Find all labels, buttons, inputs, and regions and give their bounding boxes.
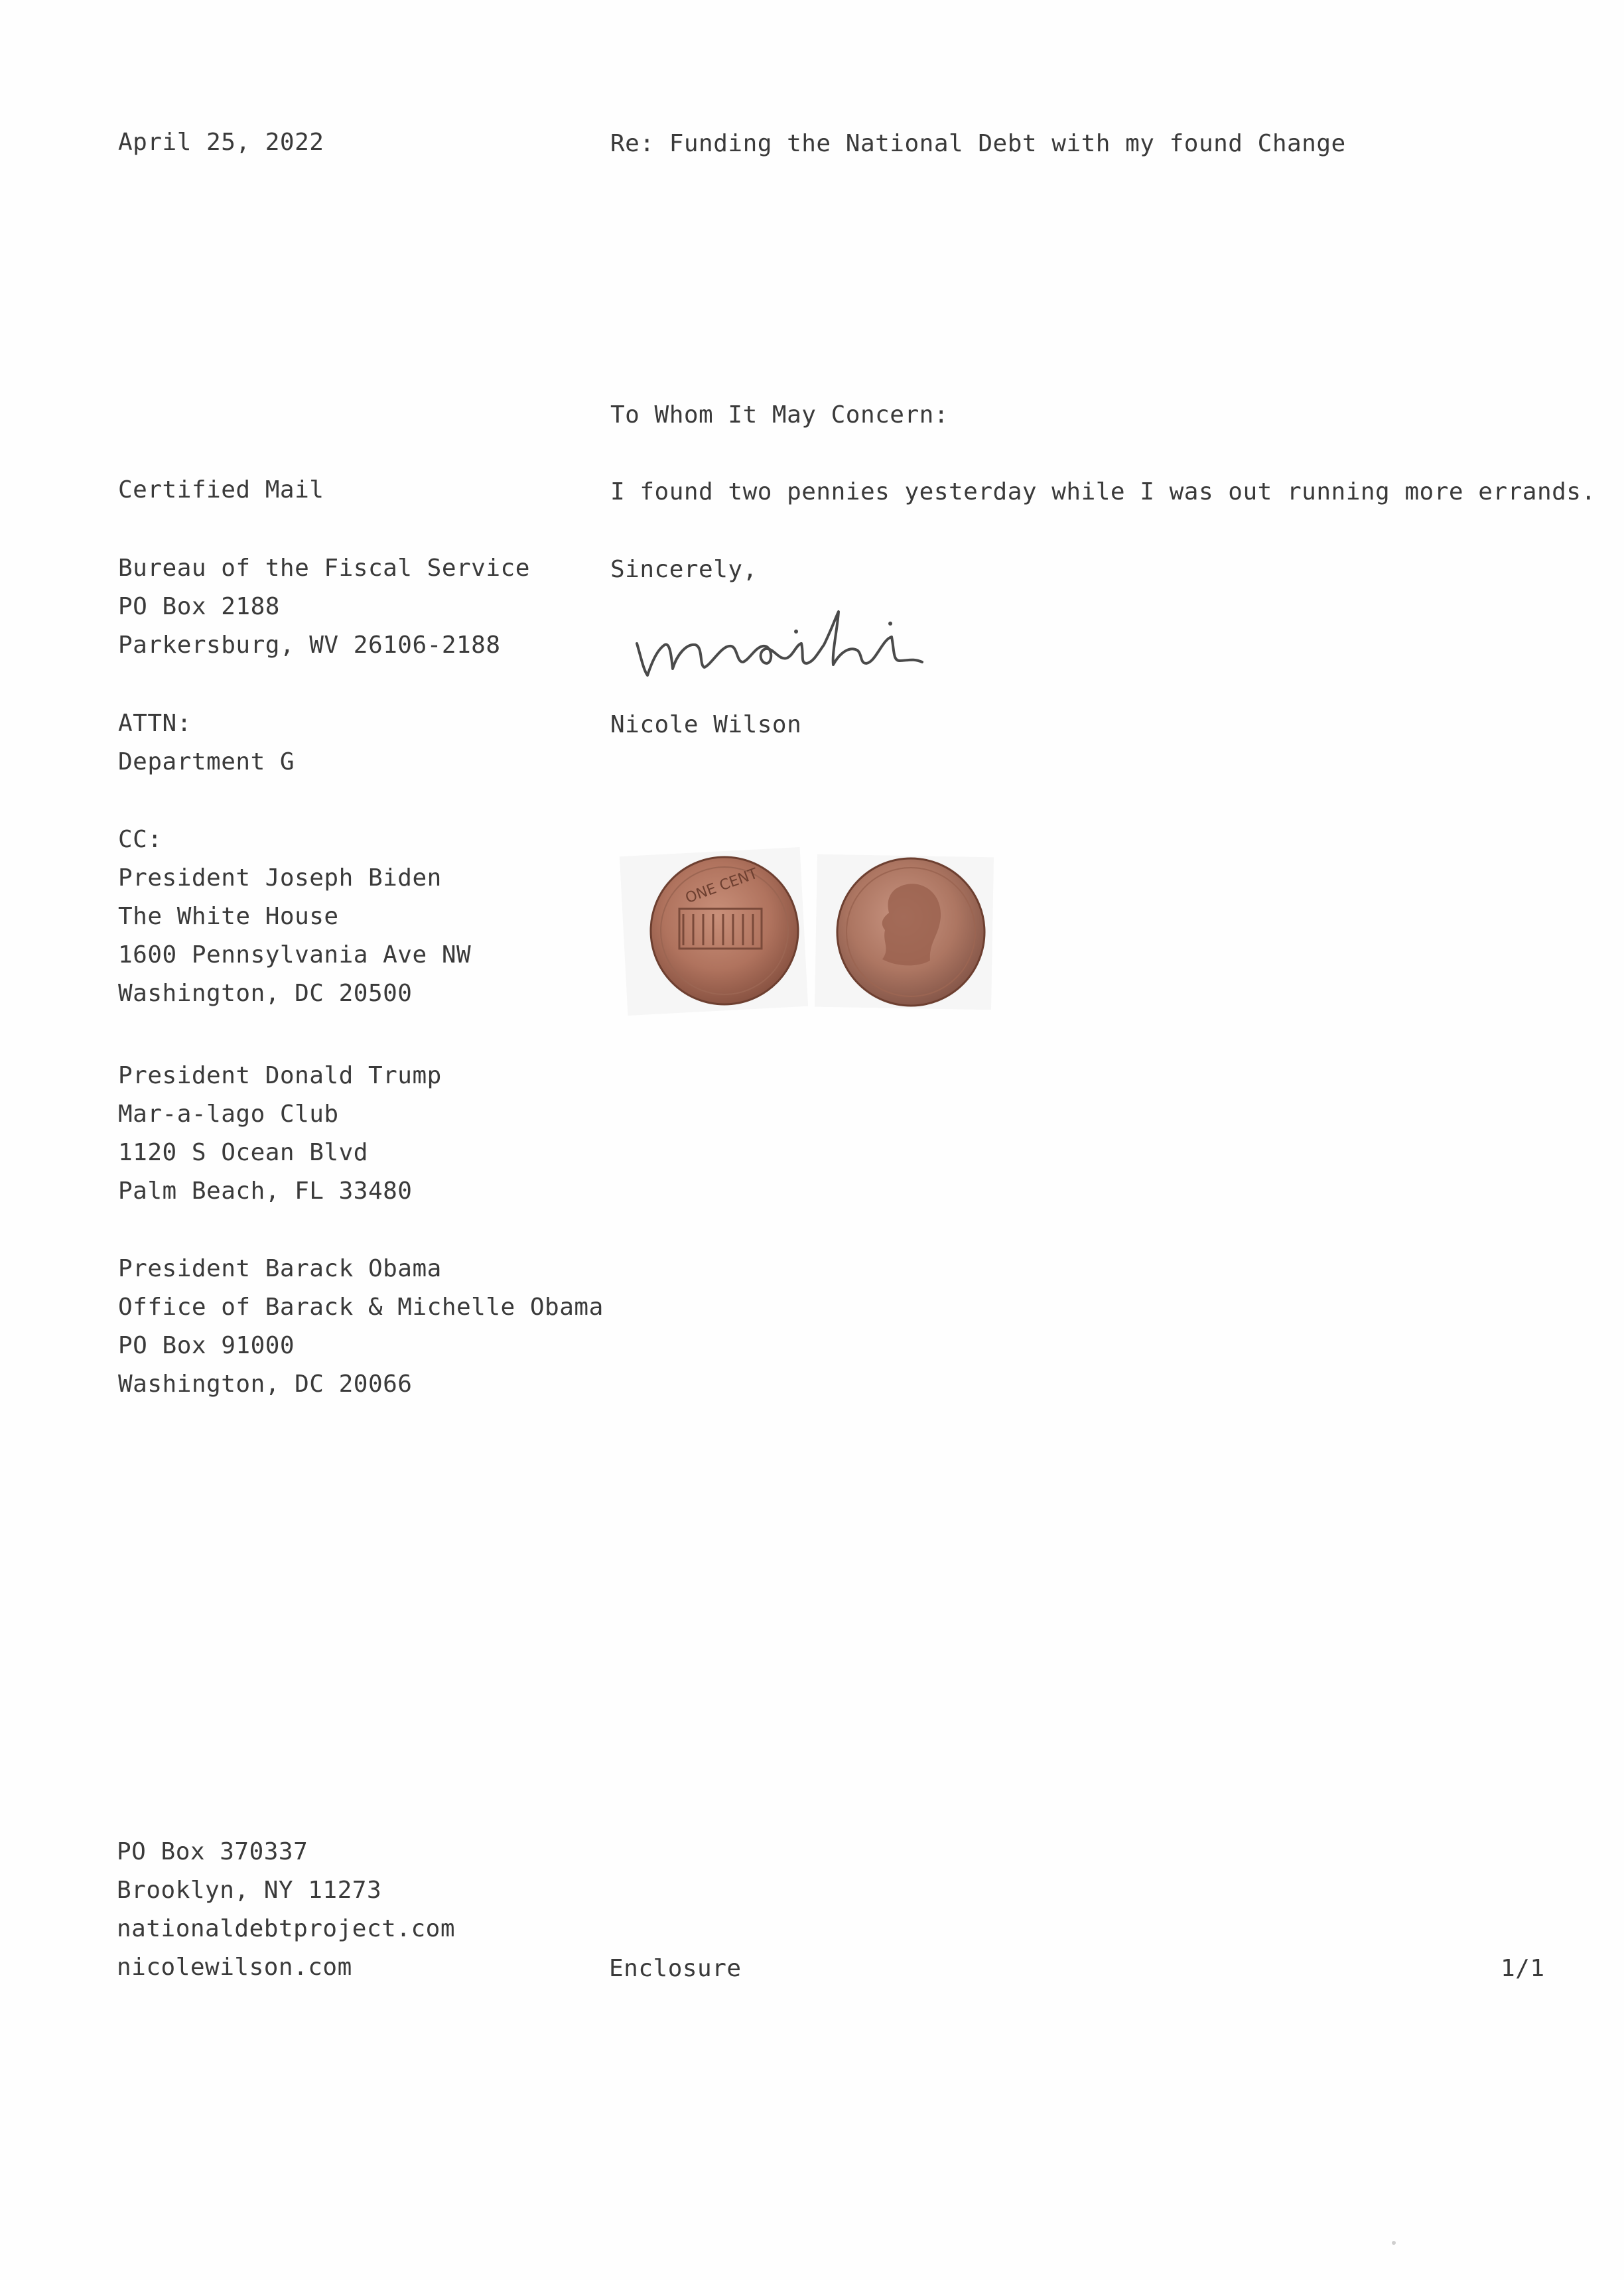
sender-address	[117, 1833, 455, 1987]
cc-biden-street: 1600 Pennsylvania Ave NW	[118, 941, 472, 969]
page-number: 1/1	[1501, 1955, 1545, 1982]
cc-obama-name: President Barack Obama	[118, 1255, 442, 1282]
salutation: To Whom It May Concern:	[610, 401, 949, 429]
cc-obama-org: Office of Barack & Michelle Obama	[118, 1294, 604, 1321]
cc-obama-po-box: PO Box 91000	[118, 1332, 295, 1359]
cc-obama-city: Washington, DC 20066	[118, 1371, 413, 1398]
enclosure-label: Enclosure	[609, 1955, 742, 1982]
sender-website-personal: nicolewilson.com	[117, 1954, 352, 1981]
signature-image	[630, 597, 935, 683]
mail-type: Certified Mail	[118, 476, 324, 503]
scan-speck	[1392, 2241, 1396, 2245]
attention-block	[118, 704, 295, 781]
signer-name: Nicole Wilson	[610, 711, 802, 738]
letter-subject: Re: Funding the National Debt with my found Change	[610, 130, 1346, 157]
cc-trump-city: Palm Beach, FL 33480	[118, 1177, 413, 1205]
cc-label: CC:	[118, 826, 163, 853]
sender-city: Brooklyn, NY 11273	[117, 1877, 382, 1904]
cc-trump-block	[118, 1057, 442, 1211]
sender-po-box: PO Box 370337	[117, 1838, 308, 1865]
cc-obama-block	[118, 1250, 604, 1404]
cc-biden-city: Washington, DC 20500	[118, 980, 413, 1007]
letter-body: I found two pennies yesterday while I was out running more errands.	[610, 478, 1596, 505]
penny-reverse	[651, 857, 798, 1004]
attn-label: ATTN:	[118, 710, 192, 737]
cc-trump-name: President Donald Trump	[118, 1062, 442, 1089]
letter-date: April 25, 2022	[118, 129, 324, 156]
recipient-address	[118, 549, 530, 665]
cc-biden-name: President Joseph Biden	[118, 864, 442, 892]
attn-department: Department G	[118, 748, 295, 775]
recipient-po-box: PO Box 2188	[118, 593, 280, 620]
recipient-city: Parkersburg, WV 26106-2188	[118, 632, 501, 659]
penny-obverse	[837, 858, 984, 1006]
svg-text:ONE CENT: ONE CENT	[683, 865, 760, 907]
sender-website-project: nationaldebtproject.com	[117, 1915, 455, 1942]
cc-trump-org: Mar-a-lago Club	[118, 1101, 339, 1128]
cc-trump-street: 1120 S Ocean Blvd	[118, 1139, 368, 1166]
cc-biden-block	[118, 821, 471, 1013]
cc-biden-org: The White House	[118, 903, 339, 930]
enclosed-pennies-photo	[617, 842, 1022, 1022]
closing: Sincerely,	[610, 556, 758, 583]
recipient-name: Bureau of the Fiscal Service	[118, 555, 530, 582]
